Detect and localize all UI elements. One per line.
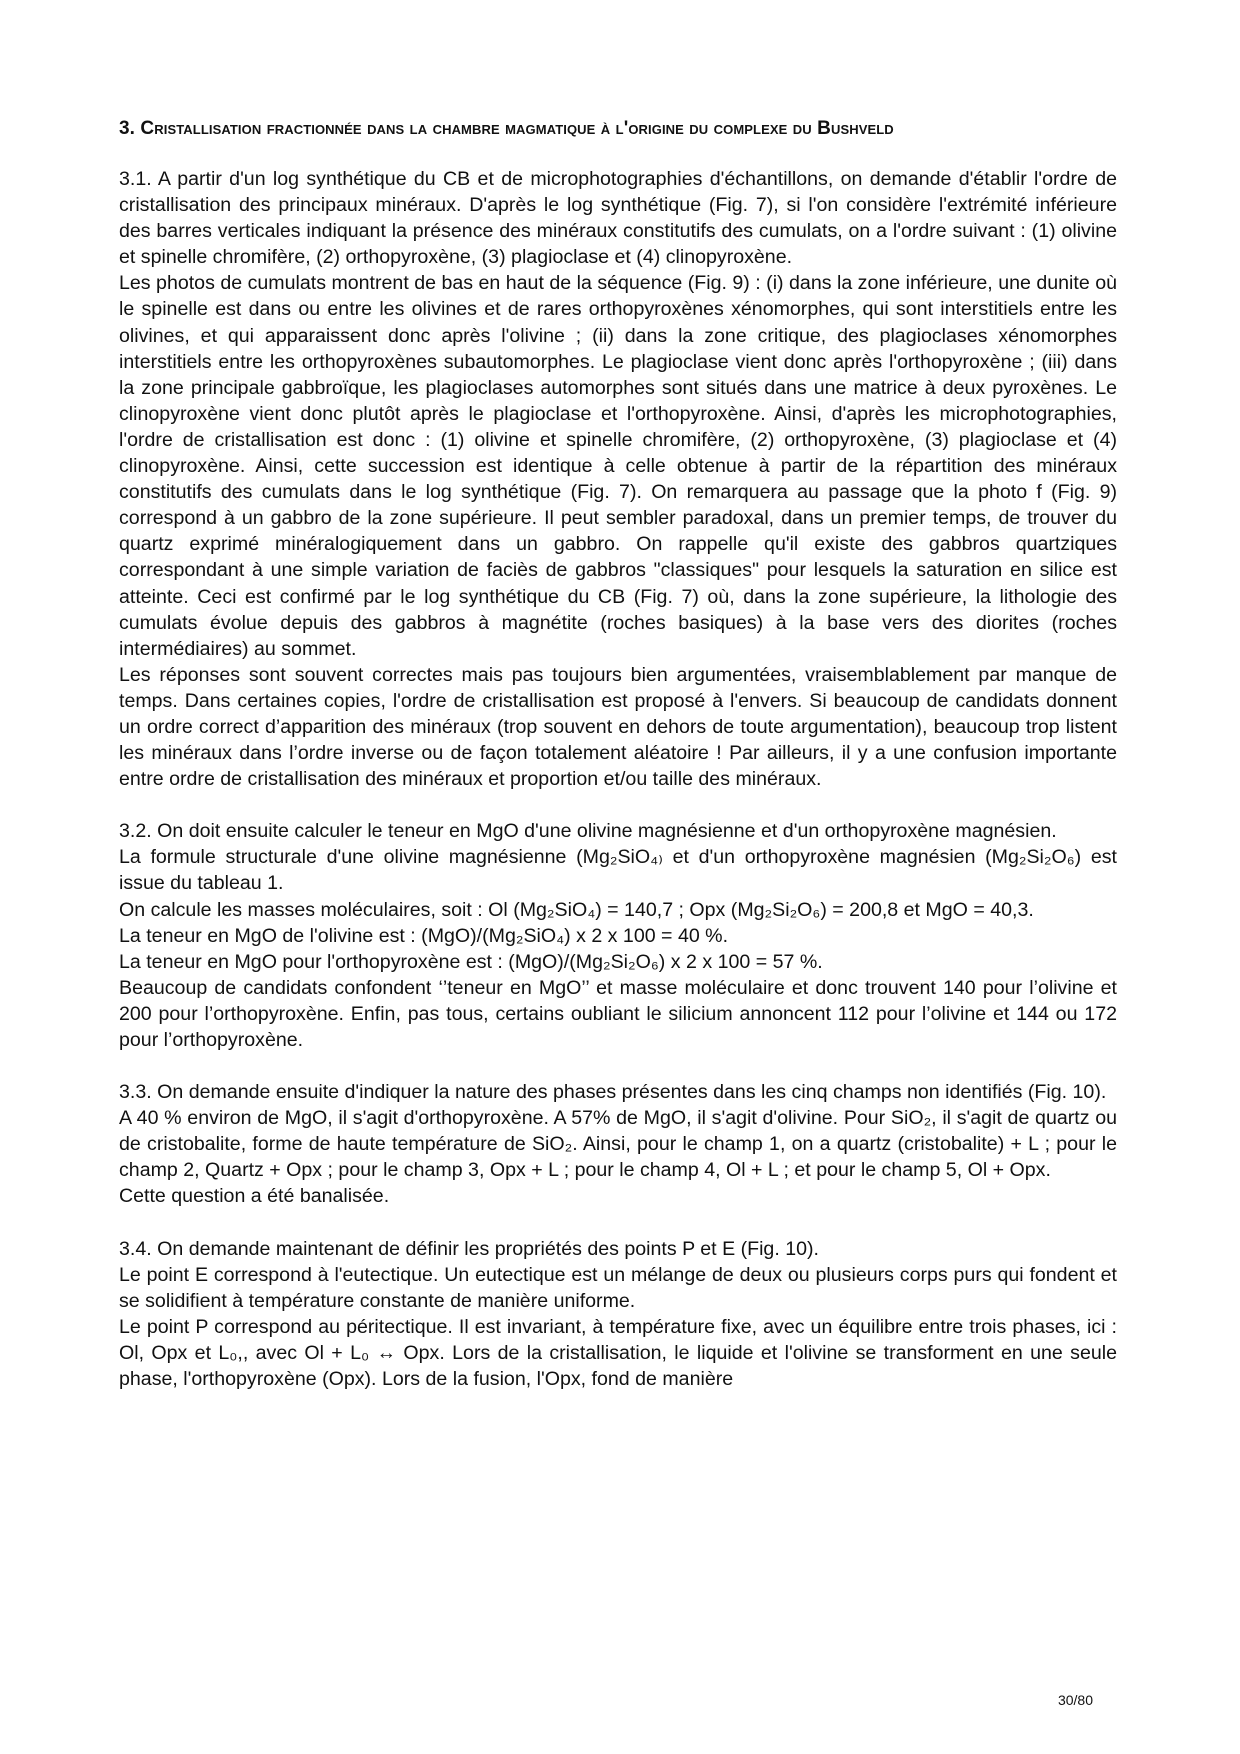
page-number: 30/80 xyxy=(1057,1692,1093,1708)
paragraph: Les photos de cumulats montrent de bas en haut de la séquence (Fig. 9) : (i) dans la zone inférieure, une dunite où le spinelle est dans ou entre les olivines et de rares orthopyroxènes xénomorphes, qui sont interstitiels entre les olivines, et qui apparaissent donc après l'olivine ; (ii) dans la zone critique, des plagioclases xénomorphes interstitiels entre les orthopyroxènes subautomorphes. Le plagioclase vient donc après l'orthopyroxène ; (iii) dans la zone principale gabbroïque, les plagioclases automorphes sont situés dans une matrice à deux pyroxènes. Le clinopyroxène vient donc plutôt après le plagioclase et l'orthopyroxène. Ainsi, d'après les microphotographies, l'ordre de cristallisation est donc : (1) olivine et spinelle chromifère, (2) orthopyroxène, (3) plagioclase et (4) clinopyroxène. Ainsi, cette succession est identique à celle obtenue à partir de la répartition des minéraux constitutifs des cumulats dans le log synthétique (Fig. 7). On remarquera au passage que la photo f (Fig. 9) correspond à un gabbro de la zone supérieure. Il peut sembler paradoxal, dans un premier temps, de trouver du quartz exprimé minéralogiquement dans un gabbro. On rappelle qu'il existe des gabbros quartziques correspondant à une simple variation de faciès de gabbros "classiques" pour lesquels la saturation en silice est atteinte. Ceci est confirmé par le log synthétique du CB (Fig. 7) où, dans la zone supérieure, la lithologie des cumulats évolue depuis des gabbros à magnétite (roches basiques) à la base vers des diorites (roches intermédiaires) au sommet. xyxy=(119,272,1117,660)
paragraph: On calcule les masses moléculaires, soit : Ol (Mg₂SiO₄) = 140,7 ; Opx (Mg₂Si₂O₆) = 200,8 et MgO = 40,3. xyxy=(119,898,1034,921)
paragraph: La teneur en MgO de l'olivine est : (MgO)/(Mg₂SiO₄) x 2 x 100 = 40 %. xyxy=(119,924,729,947)
section-heading: 3. Cristallisation fractionnée dans la chambre magmatique à l'origine du complexe du Bushveld xyxy=(119,118,894,139)
section-3-4 xyxy=(119,1236,1117,1393)
section-3-2 xyxy=(119,818,1117,1053)
section-3-3 xyxy=(119,1079,1117,1209)
paragraph: Le point E correspond à l'eutectique. Un eutectique est un mélange de deux ou plusieurs corps purs qui fondent et se solidifient à température constante de manière uniforme. xyxy=(119,1263,1117,1312)
paragraph: 3.2. On doit ensuite calculer le teneur en MgO d'une olivine magnésienne et d'un orthopyroxène magnésien. xyxy=(119,820,1057,843)
paragraph: A 40 % environ de MgO, il s'agit d'orthopyroxène. A 57% de MgO, il s'agit d'olivine. Pour SiO₂, il s'agit de quartz ou de cristobalite, forme de haute température de SiO₂. Ainsi, pour le champ 1, on a quartz (cristobalite) + L ; pour le champ 2, Quartz + Opx ; pour le champ 3, Opx + L ; pour le champ 4, Ol + L ; et pour le champ 5, Ol + Opx. xyxy=(119,1107,1117,1182)
paragraph: La formule structurale d'une olivine magnésienne (Mg₂SiO₄₎ et d'un orthopyroxène magnésien (Mg₂Si₂O₆) est issue du tableau 1. xyxy=(119,846,1117,895)
section-3-1 xyxy=(119,166,1117,792)
paragraph: Beaucoup de candidats confondent ‘’teneur en MgO’’ et masse moléculaire et donc trouvent 140 pour l’olivine et 200 pour l’orthopyroxène. Enfin, pas tous, certains oubliant le silicium annoncent 112 pour l’olivine et 144 ou 172 pour l’orthopyroxène. xyxy=(119,976,1117,1051)
paragraph: Les réponses sont souvent correctes mais pas toujours bien argumentées, vraisemblablement par manque de temps. Dans certaines copies, l'ordre de cristallisation est proposé à l'envers. Si beaucoup de candidats donnent un ordre correct d’apparition des minéraux (trop souvent en dehors de toute argumentation), beaucoup trop listent les minéraux dans l’ordre inverse ou de façon totalement aléatoire ! Par ailleurs, il y a une confusion importante entre ordre de cristallisation des minéraux et proportion et/ou taille des minéraux. xyxy=(119,663,1117,791)
page-body xyxy=(119,116,1117,1392)
paragraph: Le point P correspond au péritectique. Il est invariant, à température fixe, avec un équilibre entre trois phases, ici : Ol, Opx et L₀,, avec Ol + L₀ ↔ Opx. Lors de la cristallisation, le liquide et l'olivine se transforment en une seule phase, l'orthopyroxène (Opx). Lors de la fusion, l'Opx, fond de manière xyxy=(119,1315,1117,1391)
paragraph: 3.4. On demande maintenant de définir les propriétés des points P et E (Fig. 10). xyxy=(119,1237,819,1260)
paragraph: La teneur en MgO pour l'orthopyroxène est : (MgO)/(Mg₂Si₂O₆) x 2 x 100 = 57 %. xyxy=(119,950,823,973)
paragraph: 3.3. On demande ensuite d'indiquer la nature des phases présentes dans les cinq champs non identifiés (Fig. 10). xyxy=(119,1081,1107,1104)
paragraph: 3.1. A partir d'un log synthétique du CB et de microphotographies d'échantillons, on demande d'établir l'ordre de cristallisation des principaux minéraux. D'après le log synthétique (Fig. 7), si l'on considère l'extrémité inférieure des barres verticales indiquant la présence des minéraux constitutifs des cumulats, on a l'ordre suivant : (1) olivine et spinelle chromifère, (2) orthopyroxène, (3) plagioclase et (4) clinopyroxène. xyxy=(119,168,1117,269)
paragraph: Cette question a été banalisée. xyxy=(119,1185,390,1208)
